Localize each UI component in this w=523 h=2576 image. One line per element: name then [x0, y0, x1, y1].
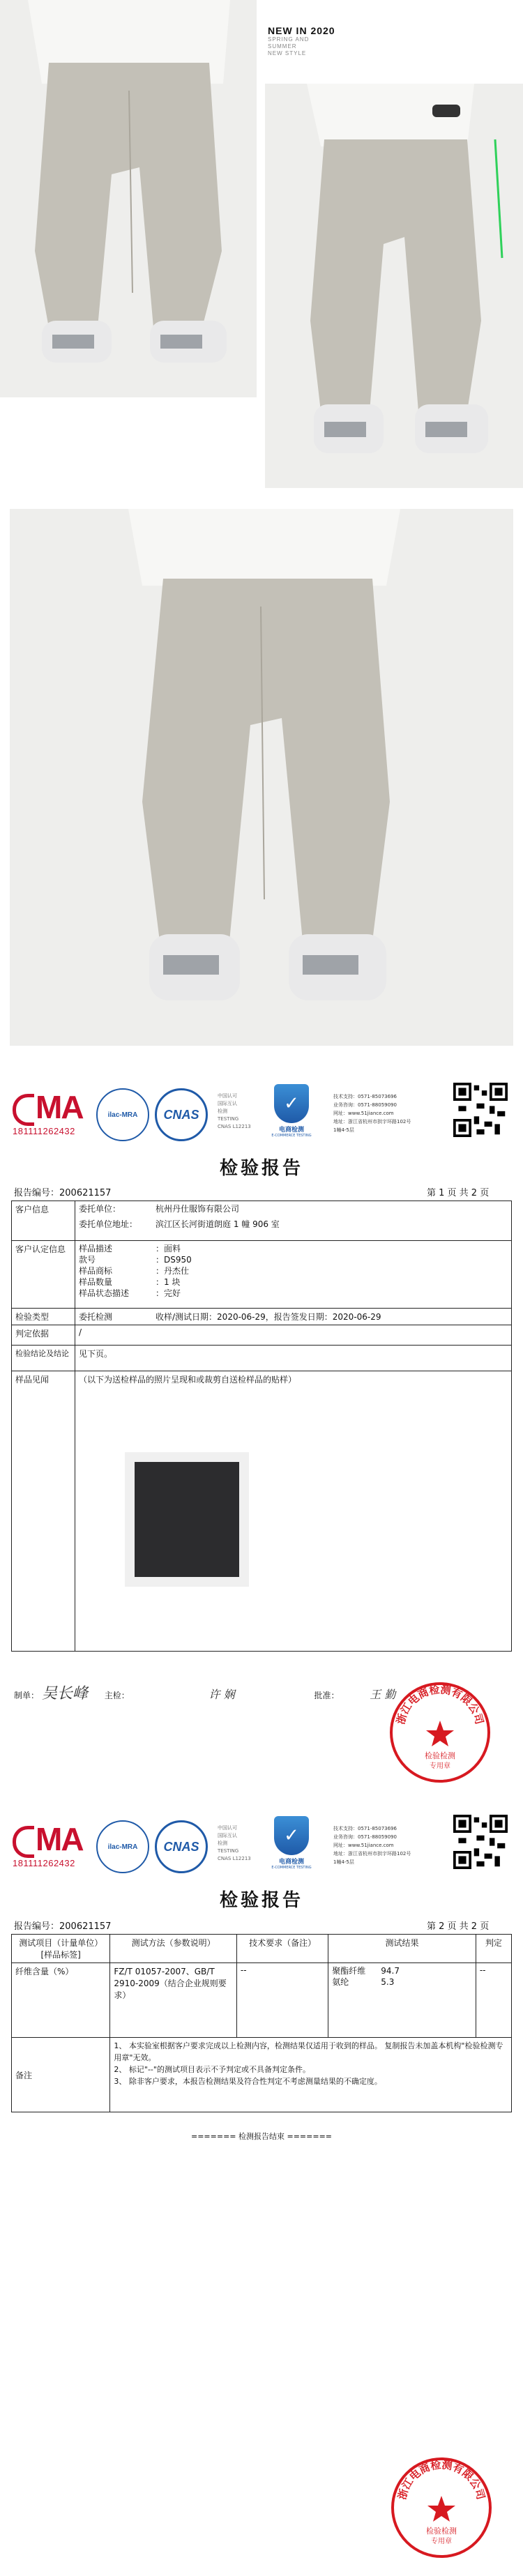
- col-requirement: 技术要求（备注）: [236, 1935, 328, 1963]
- product-photo-2: [265, 84, 523, 488]
- approve-signature: 王 勤: [370, 1688, 396, 1701]
- report-header-1: [7, 1077, 516, 1154]
- shield-check-icon: ✓: [274, 1816, 309, 1855]
- made-signature: 吴长峰: [41, 1685, 88, 1702]
- cma-text: MA: [36, 1089, 83, 1125]
- col-item: 测试项目（计量单位）[样品标签]: [12, 1935, 110, 1963]
- report-table-1: 客户信息 委托单位： 杭州丹仕服饰有限公司 委托单位地址： 滨江区长河街道朗庭 1 幢 906 室 客户认定信息 样品描述 ：面料 款号 ：DS950 样品商标 ：丹杰仕 样品数量 ：1 块 样品状态描述 ：完好 检验类型 委托检测 收样/测试日期：2020-06-29，报告签发日期：2020-06-29 判定依据 / 检验结论及结论 见下页。 样品见闻 （以下为送检样品的照片呈现和或裁剪自送检样品的贴样）: [11, 1201, 512, 1652]
- report-end-mark: ======= 检测报告结束 =======: [190, 2132, 333, 2141]
- report-header-2: [7, 1809, 516, 1886]
- report-number-2: 报告编号：200621157: [14, 1921, 112, 1932]
- star-icon: [427, 2496, 455, 2522]
- ilac-mra-logo: ilac-MRA: [96, 1088, 149, 1141]
- col-method: 测试方法（参数说明）: [110, 1935, 237, 1963]
- svg-text:专用章: 专用章: [431, 2538, 452, 2545]
- signature-row-1: 制单： 吴长峰 主检： 许 娴 批准： 王 勤: [14, 1685, 396, 1702]
- client-unit: 杭州丹仕服饰有限公司: [156, 1204, 240, 1214]
- ecommerce-testing-logo: ✓ 电商检测 E-COMMERCE TESTING: [264, 1084, 319, 1147]
- official-stamp-2: [389, 2455, 494, 2560]
- requirement-cell: --: [236, 1963, 328, 2038]
- shield-check-icon: ✓: [274, 1084, 309, 1123]
- banner-sub-3: NEW STYLE: [268, 50, 307, 56]
- notes-label: 备注: [12, 2038, 110, 2112]
- review-signature: 许 娴: [209, 1688, 235, 1701]
- cnas-text: CNAS: [163, 1107, 199, 1122]
- table-row: 纤维含量（%） FZ/T 01057-2007、GB/T 2910-2009（结合企业规则要求） -- 聚酯纤维 94.7 氨纶 5.3 --: [12, 1963, 512, 2038]
- report-number-1: 报告编号：200621157: [14, 1188, 112, 1198]
- new-in-banner: [268, 25, 335, 57]
- confirm-info-label: 客户认定信息: [12, 1241, 75, 1309]
- svg-text:浙江电商检测有限公司: 浙江电商检测有限公司: [394, 1683, 486, 1726]
- svg-text:检验检测: 检验检测: [426, 2527, 457, 2536]
- conclusion-label: 检验结论及结论: [12, 1346, 75, 1371]
- official-stamp-1: [388, 1680, 492, 1785]
- page-indicator-2: 第 2 页 共 2 页: [427, 1921, 490, 1932]
- cma-logo: [13, 1091, 89, 1136]
- appearance-note: （以下为送检样品的照片呈现和或裁剪自送检样品的贴样）: [79, 1375, 297, 1385]
- cma-number: 181111262432: [13, 1125, 75, 1136]
- col-result: 测试结果: [328, 1935, 476, 1963]
- star-icon: [426, 1721, 454, 1746]
- note-2: 2、 标记"--"的测试项目表示不予判定或不具备判定条件。: [114, 2065, 310, 2074]
- appearance-label: 样品见闻: [12, 1371, 75, 1652]
- svg-text:检验检测: 检验检测: [425, 1751, 455, 1760]
- report-title-2: 检验报告: [219, 1890, 303, 1911]
- method-cell: FZ/T 01057-2007、GB/T 2910-2009（结合企业规则要求）: [110, 1963, 237, 2038]
- qr-code-icon: [453, 1083, 508, 1137]
- note-1: 1、 本实验室根据客户要求完成以上检测内容，检测结果仅适用于收到的样品。 复制报告未加盖本机构"检验检测专用章"无效。: [114, 2041, 503, 2062]
- cnas-logo-2: CNAS 中国认可 国际互认 检测 TESTING CNAS L12213: [155, 1820, 213, 1870]
- product-photo-1: [0, 0, 257, 397]
- banner-sub-1: SPRING AND: [268, 36, 310, 43]
- conclusion-value: 见下页。: [75, 1346, 512, 1371]
- banner-title: NEW IN 2020: [268, 25, 335, 36]
- col-judge: 判定: [476, 1935, 511, 1963]
- judge-cell: --: [476, 1963, 511, 2038]
- product-photo-3: [10, 509, 513, 1046]
- client-address: 滨江区长河街道朗庭 1 幢 906 室: [156, 1219, 280, 1229]
- item-cell: 纤维含量（%）: [12, 1963, 110, 2038]
- fabric-sample-photo: [135, 1462, 239, 1577]
- banner-sub-2: SUMMER: [268, 43, 297, 49]
- report-title-1: 检验报告: [219, 1158, 303, 1179]
- test-dates: 收样/测试日期：2020-06-29，报告签发日期：2020-06-29: [156, 1312, 381, 1322]
- report-table-2: [11, 1934, 512, 2112]
- contact-info-2: 技术支持：0571-85073696 业务咨询：0571-88059090 网址：www.51jiance.com 地址：浙江省杭州市拱宇环路102号 1幢4-5层: [333, 1826, 411, 1865]
- svg-text:专用章: 专用章: [430, 1762, 450, 1770]
- cnas-note: 中国认可 国际互认 检测 TESTING CNAS L12213: [218, 1093, 251, 1129]
- contact-info: 技术支持：0571-85073696 业务咨询：0571-88059090 网址：www.51jiance.com 地址：浙江省杭州市拱宇环路102号 1幢4-5层: [333, 1094, 411, 1133]
- basis-value: /: [75, 1325, 512, 1346]
- test-type-label: 检验类型: [12, 1309, 75, 1325]
- ilac-mra-logo-2: ilac-MRA: [96, 1820, 149, 1873]
- test-type: 委托检测: [79, 1312, 113, 1322]
- svg-text:浙江电商检测有限公司: 浙江电商检测有限公司: [395, 2458, 487, 2501]
- basis-label: 判定依据: [12, 1325, 75, 1346]
- ecommerce-testing-logo-2: ✓ 电商检测 E-COMMERCE TESTING: [264, 1816, 319, 1879]
- note-3: 3、 除非客户要求，本报告检测结果及符合性判定不考虑测量结果的不确定度。: [114, 2077, 382, 2086]
- client-info-label: 客户信息: [12, 1201, 75, 1241]
- cnas-logo: [155, 1088, 251, 1138]
- cma-logo-2: MA 181111262432: [13, 1821, 83, 1868]
- qr-code-icon: [453, 1815, 508, 1869]
- page-indicator-1: 第 1 页 共 2 页: [427, 1188, 490, 1198]
